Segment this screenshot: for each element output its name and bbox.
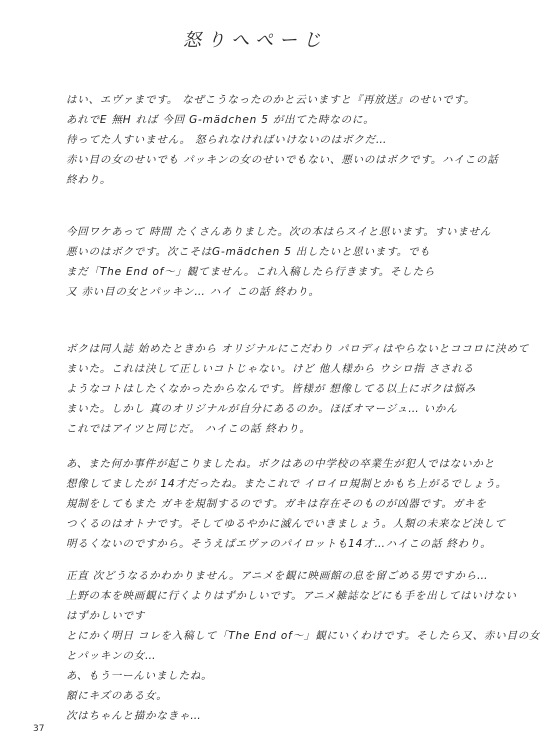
text-line: とにかく明日 コレを入稿して「The End of～」観にいくわけです。そしたら又、赤い目の女 xyxy=(66,630,540,642)
text-line: 今回ワケあって 時間 たくさんありました。次の本はらスイと思います。すいません xyxy=(66,226,492,238)
text-line: まいた。しかし 真のオリジナルが自分にあるのか。ほぼオマージュ… いかん xyxy=(66,403,458,415)
text-line: はずかしいです xyxy=(66,610,146,622)
paragraph-3 xyxy=(66,339,530,439)
text-line: 明るくないのですから。そうえばエヴァのパイロットも14才…ハイこの話 終わり。 xyxy=(66,538,492,550)
text-line: ようなコトはしたくなかったからなんです。皆様が 想像してる以上にボクは悩み xyxy=(66,383,477,395)
text-line: 次はちゃんと描かなきゃ… xyxy=(66,710,202,722)
text-line: ボクは同人誌 始めたときから オリジナルにこだわり パロディはやらないとココロに決めて xyxy=(66,343,530,355)
paragraph-4 xyxy=(66,454,507,554)
text-line: まいた。これは決して正しいコトじゃない。けど 他人様から ウシロ指 さされる xyxy=(66,363,474,375)
paragraph-1 xyxy=(66,90,499,190)
text-line: 待ってた人すいません。 怒られなければいけないのはボクだ… xyxy=(66,134,388,146)
text-line: 終わり。 xyxy=(66,174,112,186)
paragraph-5 xyxy=(66,566,540,726)
paragraph-2 xyxy=(66,222,492,302)
text-line: 又 赤い目の女とパッキン… ハイ この話 終わり。 xyxy=(66,286,320,298)
text-line: 上野の本を映画観に行くよりはずかしいです。アニメ雑誌などにも手を出してはいけない xyxy=(66,590,517,602)
page-title: 怒りへぺーじ xyxy=(183,30,327,51)
text-line: 想像してましたが 14才だったね。またこれで イロイロ規制とかもち上がるでしょう。 xyxy=(66,478,507,490)
text-line: 正直 次どうなるかわかりません。アニメを観に映画館の息を留ごめる男ですから… xyxy=(66,570,489,582)
text-line: つくるのはオトナです。そしてゆるやかに滅んでいきましょう。人類の未来など決して xyxy=(66,518,506,530)
text-line: 悪いのはボクです。次こそはG-mädchen 5 出したいと思います。でも xyxy=(66,246,431,258)
text-line: はい、エヴァまです。 なぜこうなったのかと云いますと『再放送』のせいです。 xyxy=(66,94,476,106)
text-line: 額にキズのある女。 xyxy=(66,690,168,702)
text-line: あ、もう一ーんいましたね。 xyxy=(66,670,213,682)
text-line: 規制をしてもまた ガキを規制するのです。ガキは存在そのものが凶器です。ガキを xyxy=(66,498,487,510)
text-line: 赤い目の女のせいでも パッキンの女のせいでもない、悪いのはボクです。ハイこの話 xyxy=(66,154,499,166)
text-line: あ、また何か事件が起こりましたね。ボクはあの中学校の卒業生が犯人ではないかと xyxy=(66,458,495,470)
text-line: あれでE 無H れば 今回 G-mädchen 5 が出てた時なのに。 xyxy=(66,114,375,126)
text-line: これではアイツと同じだ。 ハイこの話 終わり。 xyxy=(66,423,311,435)
text-line: まだ「The End of～」観てません。これ入稿したら行きます。そしたら xyxy=(66,266,436,278)
page-number: 37 xyxy=(33,724,45,734)
text-line: とパッキンの女… xyxy=(66,650,157,662)
